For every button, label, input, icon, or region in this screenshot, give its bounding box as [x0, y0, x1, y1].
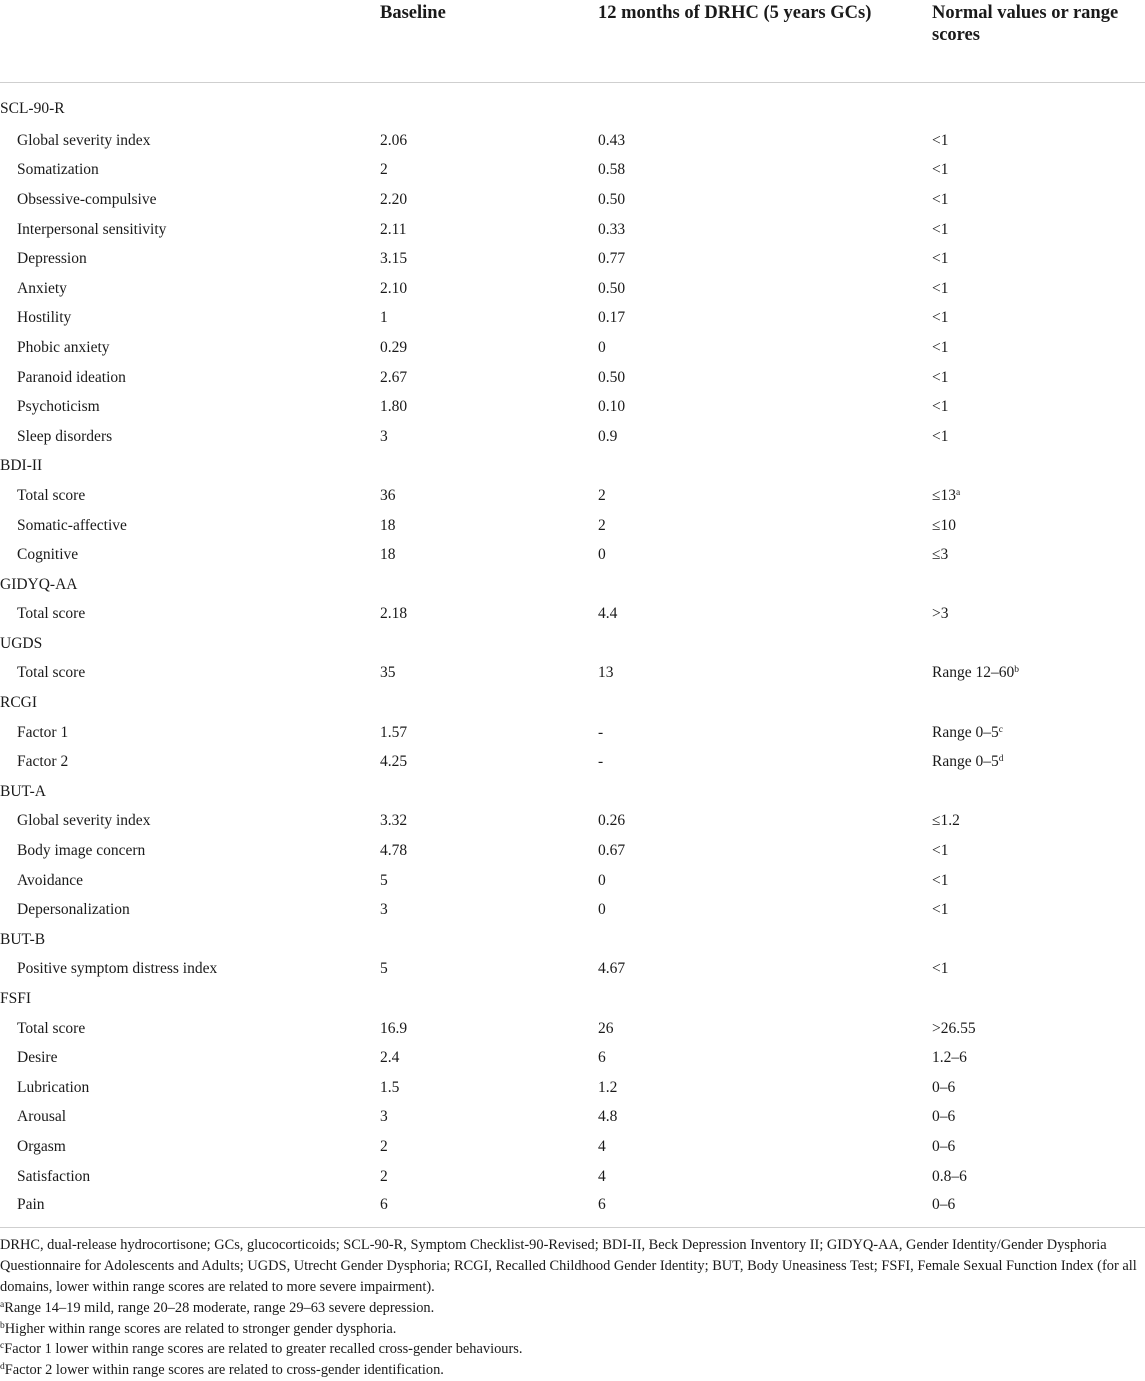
month12-value: 0.77 — [598, 250, 626, 268]
section-label: GIDYQ-AA — [0, 575, 78, 593]
row-label: Body image concern — [17, 842, 146, 860]
section-row — [0, 452, 1145, 482]
table-row — [0, 1014, 1145, 1044]
table-row — [0, 807, 1145, 837]
table-row — [0, 333, 1145, 363]
table-row — [0, 511, 1145, 541]
normal-value: <1 — [932, 131, 949, 149]
table-footnotes — [0, 1228, 1145, 1381]
table-row — [0, 866, 1145, 896]
baseline-value: 18 — [380, 546, 396, 564]
table-row — [0, 481, 1145, 511]
row-label: Depression — [17, 250, 87, 268]
baseline-value: 3 — [380, 1108, 388, 1126]
normal-value: Range 0–5$^d$ — [932, 753, 1004, 771]
normal-value: <1 — [932, 960, 949, 978]
normal-value: <1 — [932, 427, 949, 445]
row-label: Satisfaction — [17, 1167, 91, 1185]
footnote-b: $^b$Higher within range scores are related to stronger gender dysphoria. — [0, 1320, 397, 1337]
table-row — [0, 244, 1145, 274]
row-label: Total score — [17, 1019, 86, 1037]
month12-value: 0.43 — [598, 131, 626, 149]
baseline-value: 5 — [380, 871, 388, 889]
section-row — [0, 82, 1145, 126]
header-12-months: 12 months of DRHC (5 years GCs) — [598, 3, 872, 23]
normal-value: <1 — [932, 368, 949, 386]
normal-value: <1 — [932, 190, 949, 208]
month12-value: 0.50 — [598, 190, 626, 208]
row-label: Cognitive — [17, 546, 79, 564]
section-row — [0, 570, 1145, 600]
month12-value: 2 — [598, 516, 606, 534]
month12-value: 26 — [598, 1019, 614, 1037]
table-body — [0, 82, 1145, 1227]
table-row — [0, 392, 1145, 422]
month12-value: 2 — [598, 486, 606, 504]
section-label: BUT-B — [0, 930, 46, 948]
table-row — [0, 1043, 1145, 1073]
table-row — [0, 1191, 1145, 1227]
table-row — [0, 659, 1145, 689]
baseline-value: 3.15 — [380, 250, 408, 268]
table-row — [0, 1162, 1145, 1192]
month12-value: 0 — [598, 871, 606, 889]
row-label: Obsessive-compulsive — [17, 190, 157, 208]
row-label: Sleep disorders — [17, 427, 113, 445]
table-row — [0, 304, 1145, 334]
section-row — [0, 777, 1145, 807]
section-label: RCGI — [0, 694, 38, 712]
table-row — [0, 274, 1145, 304]
row-label: Global severity index — [17, 812, 151, 830]
section-row — [0, 629, 1145, 659]
normal-value: ≤3 — [932, 546, 949, 564]
row-label: Anxiety — [17, 279, 67, 297]
table-row — [0, 895, 1145, 925]
section-row — [0, 925, 1145, 955]
table-row — [0, 1132, 1145, 1162]
baseline-value: 3 — [380, 901, 388, 919]
table-row — [0, 747, 1145, 777]
baseline-value: 18 — [380, 516, 396, 534]
baseline-value: 0.29 — [380, 338, 408, 356]
table-row — [0, 1073, 1145, 1103]
normal-value: 0–6 — [932, 1196, 956, 1214]
header-baseline: Baseline — [380, 3, 446, 23]
table-row — [0, 600, 1145, 630]
section-label: UGDS — [0, 634, 43, 652]
month12-value: 0.26 — [598, 812, 626, 830]
section-row — [0, 984, 1145, 1014]
baseline-value: 4.78 — [380, 842, 408, 860]
month12-value: 0.17 — [598, 309, 626, 327]
row-label: Total score — [17, 486, 86, 504]
table-row — [0, 422, 1145, 452]
footnote-marker: d — [998, 754, 1004, 765]
footnote-marker: b — [1014, 665, 1019, 676]
baseline-value: 2.18 — [380, 605, 408, 623]
row-label: Phobic anxiety — [17, 338, 110, 356]
baseline-value: 2.11 — [380, 220, 407, 238]
month12-value: 4.4 — [598, 605, 618, 623]
footnote-marker: a — [956, 487, 961, 498]
normal-value: >26.55 — [932, 1019, 976, 1037]
row-label: Somatic-affective — [17, 516, 127, 534]
table-row — [0, 215, 1145, 245]
normal-value: <1 — [932, 398, 949, 416]
baseline-value: 3 — [380, 427, 388, 445]
month12-value: 0.10 — [598, 398, 626, 416]
row-label: Lubrication — [17, 1078, 90, 1096]
row-label: Somatization — [17, 161, 99, 179]
month12-value: 0.9 — [598, 427, 618, 445]
normal-value: ≤10 — [932, 516, 957, 534]
normal-value: <1 — [932, 842, 949, 860]
section-label: BUT-A — [0, 782, 46, 800]
row-label: Desire — [17, 1049, 58, 1067]
row-label: Arousal — [17, 1108, 67, 1126]
section-label: BDI-II — [0, 457, 43, 475]
month12-value: 0.58 — [598, 161, 626, 179]
table-row — [0, 156, 1145, 186]
baseline-value: 2 — [380, 161, 388, 179]
footnote-abbreviations: DRHC, dual-release hydrocortisone; GCs, glucocorticoids; SCL-90-R, Symptom Checklist-90-Revised; BDI-II, Beck Depression Inventory II; GIDYQ-AA, Gender Identity/Gender Dysphoria Questionnaire for Adolescents and Adults; UGDS, Utrecht Gender Dysphoria; RCGI, Recalled Childhood Gender Identity; BUT, Body Uneasiness Test; FSFI, Female Sexual Function Index (for all domains, lower within range scores are related to more severe impairment). — [0, 1237, 1137, 1295]
baseline-value: 2.10 — [380, 279, 408, 297]
table-row — [0, 185, 1145, 215]
row-label: Avoidance — [17, 871, 83, 889]
baseline-value: 2 — [380, 1167, 388, 1185]
row-label: Interpersonal sensitivity — [17, 220, 167, 238]
month12-value: 4.67 — [598, 960, 626, 978]
normal-value: Range 12–60$^b$ — [932, 664, 1019, 682]
normal-value: <1 — [932, 338, 949, 356]
footnote-c: $^c$Factor 1 lower within range scores are related to greater recalled cross-gender behaviours. — [0, 1341, 523, 1358]
normal-value: 0–6 — [932, 1137, 956, 1155]
row-label: Psychoticism — [17, 398, 100, 416]
month12-value: 6 — [598, 1049, 606, 1067]
footnote-a: $^a$Range 14–19 mild, range 20–28 moderate, range 29–63 severe depression. — [0, 1299, 435, 1316]
month12-value: - — [598, 753, 604, 771]
normal-value: >3 — [932, 605, 949, 623]
month12-value: 0 — [598, 546, 606, 564]
row-label: Hostility — [17, 309, 72, 327]
normal-value: <1 — [932, 250, 949, 268]
section-label: FSFI — [0, 990, 32, 1008]
table-header-row — [0, 0, 1145, 82]
month12-value: - — [598, 723, 604, 741]
row-label: Pain — [17, 1196, 45, 1214]
baseline-value: 2.67 — [380, 368, 408, 386]
normal-value: <1 — [932, 871, 949, 889]
table-row — [0, 126, 1145, 156]
row-label: Factor 1 — [17, 723, 69, 741]
month12-value: 0.33 — [598, 220, 626, 238]
normal-value: 0–6 — [932, 1108, 956, 1126]
footnote-marker: c — [998, 724, 1003, 735]
baseline-value: 2.06 — [380, 131, 408, 149]
header-normal-values: Normal values or range scores — [932, 3, 1119, 45]
month12-value: 6 — [598, 1196, 606, 1214]
table-row — [0, 540, 1145, 570]
row-label: Global severity index — [17, 131, 151, 149]
normal-value: <1 — [932, 901, 949, 919]
normal-value: 0–6 — [932, 1078, 956, 1096]
baseline-value: 1.5 — [380, 1078, 400, 1096]
normal-value: <1 — [932, 279, 949, 297]
baseline-value: 1.57 — [380, 723, 408, 741]
table-row — [0, 1103, 1145, 1133]
baseline-value: 3.32 — [380, 812, 408, 830]
month12-value: 4.8 — [598, 1108, 618, 1126]
month12-value: 0.67 — [598, 842, 626, 860]
table-row — [0, 363, 1145, 393]
month12-value: 13 — [598, 664, 614, 682]
normal-value: <1 — [932, 309, 949, 327]
baseline-value: 4.25 — [380, 753, 408, 771]
month12-value: 0.50 — [598, 279, 626, 297]
table-row — [0, 955, 1145, 985]
baseline-value: 6 — [380, 1196, 388, 1214]
row-label: Total score — [17, 664, 86, 682]
baseline-value: 36 — [380, 486, 396, 504]
month12-value: 1.2 — [598, 1078, 618, 1096]
baseline-value: 16.9 — [380, 1019, 408, 1037]
baseline-value: 2.4 — [380, 1049, 400, 1067]
baseline-value: 5 — [380, 960, 388, 978]
normal-value: <1 — [932, 220, 949, 238]
section-row — [0, 688, 1145, 718]
baseline-value: 1.80 — [380, 398, 408, 416]
month12-value: 4 — [598, 1167, 606, 1185]
normal-value: 0.8–6 — [932, 1167, 967, 1185]
normal-value: ≤1.2 — [932, 812, 960, 830]
row-label: Factor 2 — [17, 753, 69, 771]
header-measure — [0, 0, 380, 82]
baseline-value: 1 — [380, 309, 388, 327]
row-label: Orgasm — [17, 1137, 66, 1155]
normal-value: Range 0–5$^c$ — [932, 723, 1003, 741]
row-label: Paranoid ideation — [17, 368, 126, 386]
baseline-value: 2.20 — [380, 190, 408, 208]
row-label: Total score — [17, 605, 86, 623]
normal-value: $\le 13^a$ — [932, 486, 961, 504]
row-label: Positive symptom distress index — [17, 960, 218, 978]
baseline-value: 35 — [380, 664, 396, 682]
baseline-value: 2 — [380, 1137, 388, 1155]
table-row — [0, 718, 1145, 748]
month12-value: 0 — [598, 338, 606, 356]
table-row — [0, 836, 1145, 866]
month12-value: 0 — [598, 901, 606, 919]
normal-value: <1 — [932, 161, 949, 179]
footnote-d: $^d$Factor 2 lower within range scores are related to cross-gender identification. — [0, 1362, 444, 1379]
row-label: Depersonalization — [17, 901, 130, 919]
normal-value: 1.2–6 — [932, 1049, 967, 1067]
month12-value: 0.50 — [598, 368, 626, 386]
section-label: SCL-90-R — [0, 100, 65, 118]
month12-value: 4 — [598, 1137, 606, 1155]
